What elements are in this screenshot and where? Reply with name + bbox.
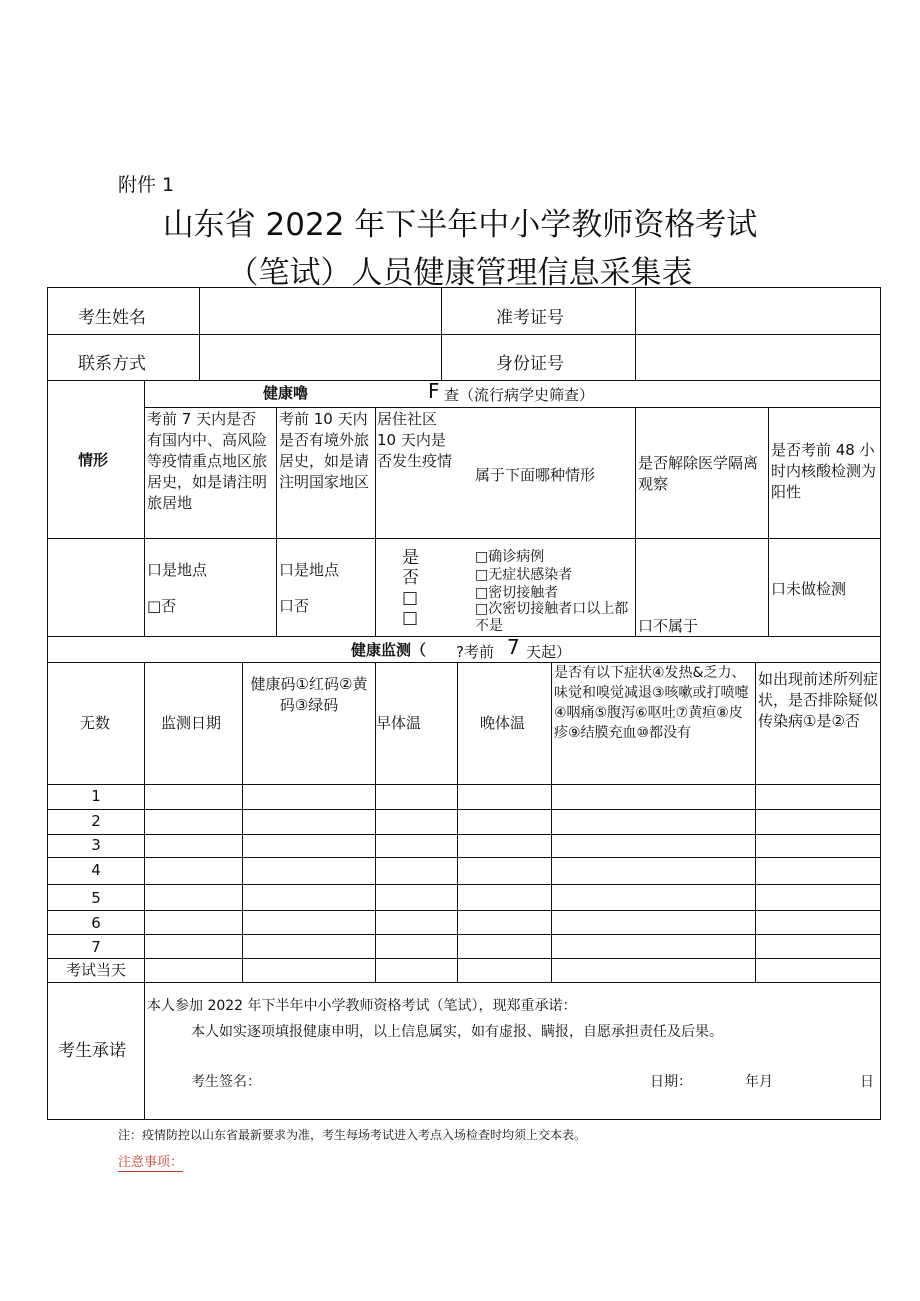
col-monitor-date: 监测日期: [161, 714, 222, 732]
row-day-6: 6: [91, 914, 101, 932]
q1-option-no[interactable]: □否: [147, 597, 177, 615]
name-field[interactable]: [200, 288, 440, 333]
row-day-4: 4: [91, 861, 101, 879]
monitoring-heading-b: ?考前: [456, 643, 494, 661]
q1-option-yes[interactable]: 口是地点: [147, 561, 208, 579]
promise-label: 考生承诺: [58, 1041, 126, 1061]
q6-option-not-tested[interactable]: 口未做检测: [771, 580, 847, 598]
q4-option-secondary-contact[interactable]: □次密切接触者口以上都不是: [475, 601, 629, 634]
row-day-2: 2: [91, 812, 101, 830]
screening-heading-c: 查（流行病学史筛查）: [444, 386, 595, 404]
q3-option-no[interactable]: 否: [402, 568, 419, 588]
screening-heading-b: F: [428, 379, 440, 403]
q5-option-not-applicable[interactable]: 口不属于: [638, 617, 699, 635]
signature-field[interactable]: [273, 1068, 623, 1092]
row-day-1: 1: [91, 787, 101, 805]
screening-heading-a: 健康嚕: [263, 384, 309, 402]
col-health-code: 健康码①红码②黄码③绿码: [250, 675, 368, 714]
contact-label: 联系方式: [78, 354, 146, 374]
q3-option-yes[interactable]: 是: [402, 548, 419, 568]
monitoring-heading-d: 天起）: [526, 643, 572, 661]
q2-option-no[interactable]: 口否: [279, 597, 310, 615]
q4-option-close-contact[interactable]: □密切接触者: [475, 585, 559, 601]
q2-option-yes[interactable]: 口是地点: [279, 561, 340, 579]
form-table: [47, 287, 881, 1120]
name-label: 考生姓名: [78, 308, 146, 328]
footer-note: 注：疫情防控以山东省最新要求为准，考生每场考试进入考点入场检查时均须上交本表。: [118, 1128, 587, 1142]
question-overseas-travel: 考前 10 天内是否有境外旅居史，如是请注明国家地区: [279, 410, 370, 491]
contact-field[interactable]: [200, 335, 440, 379]
screening-row-label: 情形: [78, 451, 109, 469]
col-morning-temp: 早体温: [376, 714, 422, 732]
q3-checkbox-2[interactable]: □: [402, 608, 419, 628]
ticket-label: 准考证号: [496, 308, 564, 328]
row-exam-day: 考试当天: [65, 961, 126, 979]
promise-line1: 本人参加 2022 年下半年中小学教师资格考试（笔试），现郑重承诺：: [147, 998, 577, 1014]
col-evening-temp: 晚体温: [480, 714, 526, 732]
form-title-line2: （笔试）人员健康管理信息采集表: [227, 255, 693, 291]
monitoring-heading-c: 7: [507, 635, 520, 659]
question-nucleic-test: 是否考前 48 小时内核酸检测为阳性: [771, 441, 877, 501]
id-label: 身份证号: [496, 354, 564, 374]
signature-label: 考生签名：: [191, 1074, 261, 1090]
notice-link[interactable]: 注意事项：: [118, 1155, 184, 1170]
form-title-line1: 山东省 2022 年下半年中小学教师资格考试: [162, 207, 758, 243]
monitoring-heading-a: 健康监测（: [351, 641, 427, 659]
question-community-outbreak: 居住社区 10 天内是否发生疫情: [377, 410, 453, 470]
col-day-index: 无数: [80, 714, 111, 732]
col-exclude-disease: 如出现前述所列症状，是否排除疑似传染病①是②否: [758, 670, 879, 730]
row-day-7: 7: [91, 938, 101, 956]
date-label: 日期：: [650, 1074, 692, 1090]
question-domestic-travel: 考前 7 天内是否有国内中、高风险等疫情重点地区旅居史，如是请注明旅居地: [147, 410, 268, 512]
q4-option-asymptomatic[interactable]: □无症状感染者: [475, 567, 573, 583]
q4-option-confirmed[interactable]: □确诊病例: [475, 549, 545, 565]
row-day-5: 5: [91, 889, 101, 907]
date-day: 日: [860, 1074, 874, 1090]
date-year-month: 年月: [745, 1074, 773, 1090]
question-case-type: 属于下面哪种情形: [475, 466, 596, 484]
id-field[interactable]: [636, 335, 879, 379]
row-day-3: 3: [91, 836, 101, 854]
question-quarantine: 是否解除医学隔离观察: [638, 454, 759, 493]
col-symptoms: 是否有以下症状④发热&乏力、味觉和嗅觉减退③咳嗽或打喷嚏④咽痛⑤腹泻⑥呕吐⑦黄疸⑧皮疹⑨结膜充血⑩都没有: [554, 665, 749, 741]
ticket-field[interactable]: [636, 288, 879, 333]
attachment-label: 附件 1: [118, 174, 175, 196]
q3-checkbox-1[interactable]: □: [402, 588, 419, 608]
promise-line2: 本人如实逐项填报健康申明，以上信息属实，如有虚报、瞒报，自愿承担责任及后果。: [191, 1024, 723, 1040]
